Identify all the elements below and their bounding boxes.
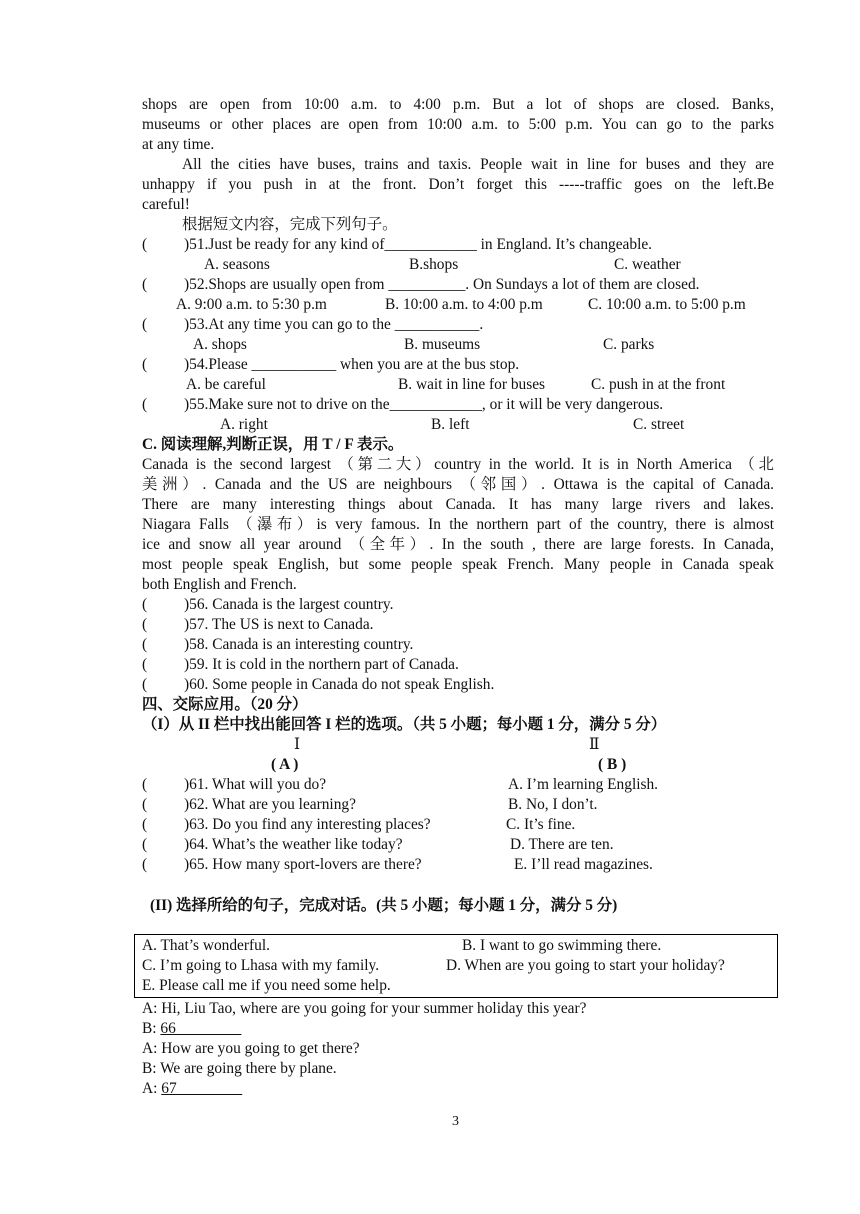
question-item — [142, 395, 774, 415]
option-b: B. wait in line for buses — [398, 376, 546, 393]
option-a: A. be careful — [186, 376, 266, 393]
passage-line: Canada is the second largest （第二大）country in the world. It is in North America （北 — [142, 456, 774, 473]
answer-paren: ( — [142, 356, 148, 373]
option-c: C. 10:00 a.m. to 5:00 p.m — [588, 296, 746, 313]
column-label-row — [142, 755, 774, 775]
speaker: A: — [142, 1040, 158, 1057]
tf-question — [142, 595, 774, 615]
question-text: )60. Some people in Canada do not speak English. — [184, 676, 495, 693]
answer-paren: ( — [142, 616, 148, 633]
answer-paren: ( — [142, 396, 148, 413]
option-a: A. shops — [193, 336, 247, 353]
page-number: 3 — [452, 1114, 459, 1129]
dialog-line — [142, 1059, 774, 1079]
answer-paren: ( — [142, 596, 148, 613]
match-answer: A. I’m learning English. — [508, 776, 659, 793]
document-page — [142, 95, 774, 875]
dialog-line — [142, 1079, 774, 1099]
option-b: B.shops — [409, 256, 459, 273]
question-text: )53.At any time you can go to the ___________. — [184, 316, 484, 333]
option-c: C. parks — [603, 336, 655, 353]
answer-paren: ( — [142, 676, 148, 693]
dialog-options-box — [134, 934, 778, 998]
question-text: )56. Canada is the largest country. — [184, 596, 394, 613]
option-a: A. right — [220, 416, 268, 433]
dialog-text: How are you going to get there? — [161, 1040, 360, 1057]
passage-line: unhappy if you push in at the front. Don’t forget this -----traffic goes on the left.Be — [142, 176, 774, 193]
dialog-option-e: E. Please call me if you need some help. — [142, 977, 391, 994]
column-ii-label: Ⅱ — [589, 736, 600, 753]
match-answer: C. It’s fine. — [506, 816, 576, 833]
answer-paren: ( — [142, 796, 148, 813]
passage-line: ice and snow all year around （全年）. In the south , there are large forests. In Canada, — [142, 536, 774, 553]
dialog-line — [142, 1039, 774, 1059]
column-b-label: ( B ) — [598, 756, 627, 773]
question-text: )61. What will you do? — [184, 776, 327, 793]
question-text: )65. How many sport-lovers are there? — [184, 856, 422, 873]
question-text: )51.Just be ready for any kind of____________ in England. It’s changeable. — [184, 236, 653, 253]
dialog-line — [142, 999, 774, 1019]
column-i-label: Ⅰ — [294, 736, 301, 753]
option-b: B. museums — [404, 336, 481, 353]
tf-question — [142, 615, 774, 635]
option-a: A. 9:00 a.m. to 5:30 p.m — [176, 296, 327, 313]
dialog-option-a: A. That’s wonderful. — [142, 937, 270, 954]
passage-line: museums or other places are open from 10:00 a.m. to 5:00 p.m. You can go to the parks — [142, 116, 774, 133]
column-a-label: ( A ) — [271, 756, 299, 773]
tf-question — [142, 655, 774, 675]
speaker: B: — [142, 1020, 157, 1037]
question-text: )54.Please ___________ when you are at the bus stop. — [184, 356, 520, 373]
passage-line: careful! — [142, 196, 190, 213]
answer-blank[interactable]: 66_______ _ — [160, 1020, 242, 1037]
passage-line: Niagara Falls （瀑布）is very famous. In the northern part of the country, there is almost — [142, 516, 774, 533]
options-row — [142, 295, 774, 315]
answer-paren: ( — [142, 656, 148, 673]
options-row — [142, 375, 774, 395]
speaker: B: — [142, 1060, 157, 1077]
question-text: )59. It is cold in the northern part of Canada. — [184, 656, 459, 673]
dialog — [142, 999, 774, 1099]
tf-question — [142, 675, 774, 695]
answer-paren: ( — [142, 776, 148, 793]
options-row — [142, 415, 774, 435]
speaker: A: — [142, 1080, 158, 1097]
options-row — [142, 255, 774, 275]
option-c: C. street — [633, 416, 685, 433]
question-text: )57. The US is next to Canada. — [184, 616, 374, 633]
question-text: )55.Make sure not to drive on the____________, or it will be very dangerous. — [184, 396, 664, 413]
question-text: )63. Do you find any interesting places? — [184, 816, 431, 833]
column-roman-row — [142, 735, 774, 755]
question-text: )64. What’s the weather like today? — [184, 836, 403, 853]
match-row — [142, 855, 774, 875]
passage-line: at any time. — [142, 136, 215, 153]
passage-line: 美洲）. Canada and the US are neighbours （邻国）. Ottawa is the capital of Canada. — [142, 476, 774, 493]
part-heading: 四、交际应用。（20 分） — [142, 696, 308, 713]
match-row — [142, 795, 774, 815]
dialog-text: We are going there by plane. — [160, 1060, 337, 1077]
option-a: A. seasons — [204, 256, 270, 273]
instruction-text: 根据短文内容，完成下列句子。 — [182, 216, 398, 233]
question-item — [142, 355, 774, 375]
speaker: A: — [142, 1000, 158, 1017]
answer-paren: ( — [142, 236, 148, 253]
answer-paren: ( — [142, 816, 148, 833]
options-row — [142, 335, 774, 355]
question-item — [142, 235, 774, 255]
answer-blank[interactable]: 67_______ _ — [161, 1080, 243, 1097]
passage-line: All the cities have buses, trains and taxis. People wait in line for buses and they are — [182, 156, 774, 173]
answer-paren: ( — [142, 836, 148, 853]
question-text: )58. Canada is an interesting country. — [184, 636, 414, 653]
match-answer: D. There are ten. — [510, 836, 614, 853]
answer-paren: ( — [142, 856, 148, 873]
dialog-line — [142, 1019, 774, 1039]
subsection-heading: （I）从 II 栏中找出能回答 I 栏的选项。（共 5 小题；每小题 1 分，满分 5 分） — [142, 716, 667, 733]
subsection-heading: (II) 选择所给的句子，完成对话。(共 5 小题；每小题 1 分，满分 5 分) — [150, 897, 618, 914]
dialog-option-c: C. I’m going to Lhasa with my family. — [142, 957, 380, 974]
passage-line: There are many interesting things about Canada. It has many large rivers and lakes. — [142, 496, 774, 513]
passage-line: shops are open from 10:00 a.m. to 4:00 p.m. But a lot of shops are closed. Banks, — [142, 96, 774, 113]
passage-line: most people speak English, but some people speak French. Many people in Canada speak — [142, 556, 774, 573]
tf-question — [142, 635, 774, 655]
question-item — [142, 315, 774, 335]
match-answer: E. I’ll read magazines. — [514, 856, 653, 873]
question-item — [142, 275, 774, 295]
match-answer: B. No, I don’t. — [508, 796, 598, 813]
question-text: )52.Shops are usually open from __________. On Sundays a lot of them are closed. — [184, 276, 700, 293]
dialog-option-b: B. I want to go swimming there. — [462, 937, 662, 954]
match-row — [142, 835, 774, 855]
section-heading: C. 阅读理解,判断正误，用 T / F 表示。 — [142, 436, 404, 453]
dialog-option-d: D. When are you going to start your holiday? — [446, 957, 725, 974]
option-c: C. weather — [614, 256, 681, 273]
question-text: )62. What are you learning? — [184, 796, 356, 813]
passage-line: both English and French. — [142, 576, 297, 593]
answer-paren: ( — [142, 276, 148, 293]
dialog-text: Hi, Liu Tao, where are you going for your summer holiday this year? — [161, 1000, 587, 1017]
answer-paren: ( — [142, 316, 148, 333]
option-c: C. push in at the front — [591, 376, 726, 393]
match-row — [142, 815, 774, 835]
option-b: B. 10:00 a.m. to 4:00 p.m — [385, 296, 543, 313]
option-b: B. left — [431, 416, 470, 433]
answer-paren: ( — [142, 636, 148, 653]
match-row — [142, 775, 774, 795]
